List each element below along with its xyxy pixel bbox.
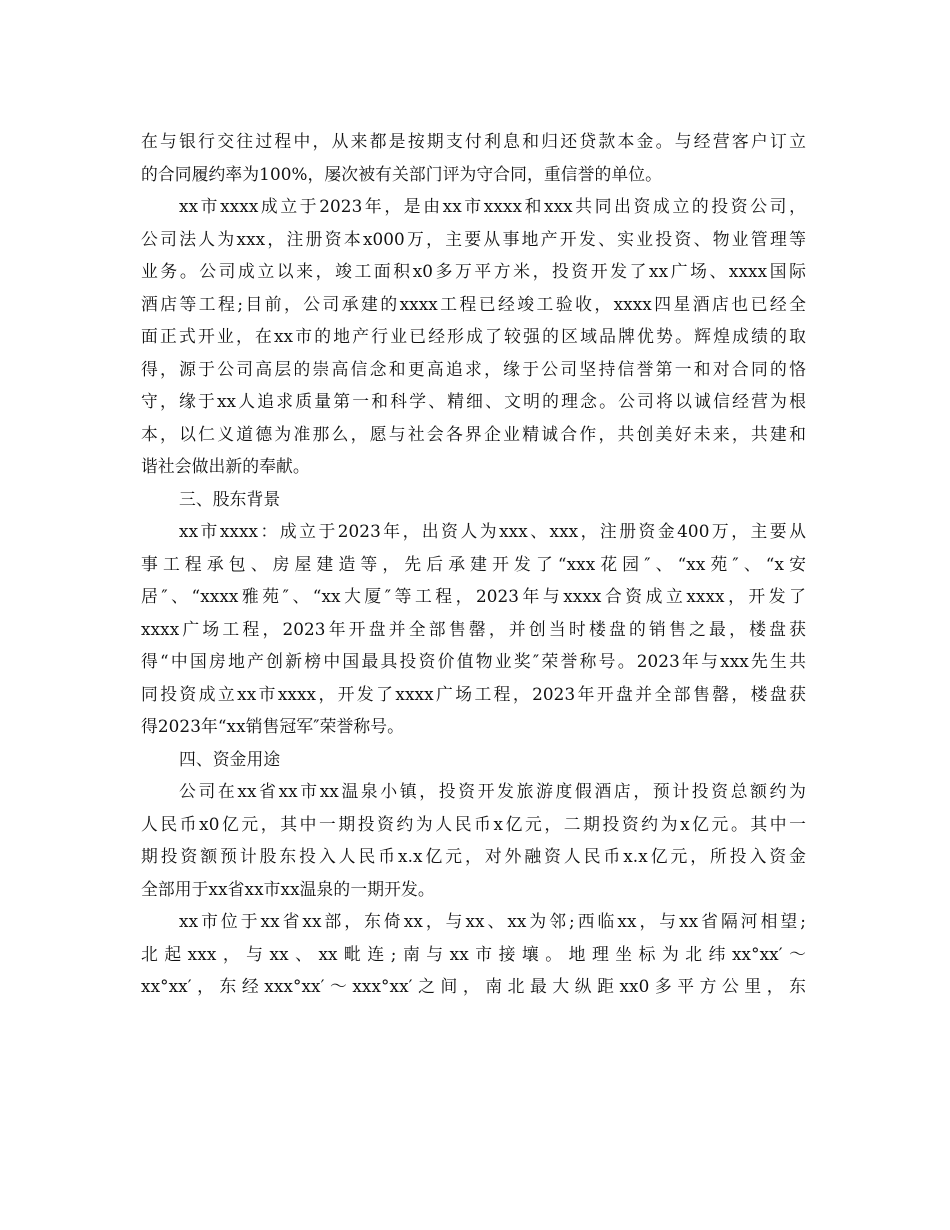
paragraph-line: 人民币x0亿元，其中一期投资约为人民币x亿元，二期投资约为x亿元。其中一 xyxy=(141,813,806,834)
paragraph-line: 业务。公司成立以来，竣工面积x0多万平方米，投资开发了xx广场、xxxx国际 xyxy=(141,261,806,281)
paragraph-line: xx°xx′，东经xxx°xx′～xxx°xx′之间，南北最大纵距xx0多平方公里，东 xyxy=(141,976,806,996)
section-heading: 四、资金用途 xyxy=(179,748,281,769)
paragraph-line: 同投资成立xx市xxxx，开发了xxxx广场工程，2023年开盘并全部售罄，楼盘获 xyxy=(141,683,806,704)
paragraph-line: 酒店等工程;目前，公司承建的xxxx工程已经竣工验收，xxxx四星酒店也已经全 xyxy=(141,293,806,314)
paragraph-line: 守，缘于xx人追求质量第一和科学、精细、文明的理念。公司将以诚信经营为根 xyxy=(141,391,806,411)
paragraph-line: 在与银行交往过程中，从来都是按期支付利息和归还贷款本金。与经营客户订立 xyxy=(141,131,806,151)
section-heading: 三、股东背景 xyxy=(179,488,281,509)
paragraph-line: 得“中国房地产创新榜中国最具投资价值物业奖″荣誉称号。2023年与xxx先生共 xyxy=(141,651,806,671)
paragraph-line: 居″、“xxxx雅苑″、“xx大厦″等工程，2023年与xxxx合资成立xxxx，开发了 xyxy=(141,586,806,606)
paragraph-line: 北起xxx，与xx、xx毗连;南与xx市接壤。地理坐标为北纬xx°xx′～ xyxy=(141,943,806,964)
paragraph-line: 事工程承包、房屋建造等，先后承建开发了“xxx花园″、“xx苑″、“x安 xyxy=(141,553,806,574)
paragraph-line: xxxx广场工程，2023年开盘并全部售罄，并创当时楼盘的销售之最，楼盘获 xyxy=(141,618,806,639)
paragraph-line: 全部用于xx省xx市xx温泉的一期开发。 xyxy=(141,878,435,899)
document-body xyxy=(141,125,806,1003)
paragraph-line: xx市xxxx：成立于2023年，出资人为xxx、xxx，注册资金400万，主要从 xyxy=(179,521,806,541)
paragraph-line: 面正式开业，在xx市的地产行业已经形成了较强的区域品牌优势。辉煌成绩的取 xyxy=(141,326,806,346)
paragraph-line: 得，源于公司高层的崇高信念和更高追求，缘于公司坚持信誉第一和对合同的恪 xyxy=(141,358,806,379)
paragraph-line: 公司在xx省xx市xx温泉小镇，投资开发旅游度假酒店，预计投资总额约为 xyxy=(179,781,806,801)
paragraph-line: 得2023年“xx销售冠军″荣誉称号。 xyxy=(141,716,404,736)
paragraph-line: 公司法人为xxx，注册资本x000万，主要从事地产开发、实业投资、物业管理等 xyxy=(141,228,806,249)
paragraph-line: xx市xxxx成立于2023年，是由xx市xxxx和xxx共同出资成立的投资公司， xyxy=(179,196,806,216)
paragraph-line: 本，以仁义道德为准那么，愿与社会各界企业精诚合作，共创美好未来，共建和 xyxy=(141,423,806,444)
paragraph-line: 的合同履约率为100%，屡次被有关部门评为守合同，重信誉的单位。 xyxy=(141,163,663,184)
paragraph-line: 谐社会做出新的奉献。 xyxy=(141,456,310,476)
paragraph-line: 期投资额预计股东投入人民币x.x亿元，对外融资人民币x.x亿元，所投入资金 xyxy=(141,846,806,866)
paragraph-line: xx市位于xx省xx部，东倚xx，与xx、xx为邻;西临xx，与xx省隔河相望; xyxy=(179,911,806,931)
